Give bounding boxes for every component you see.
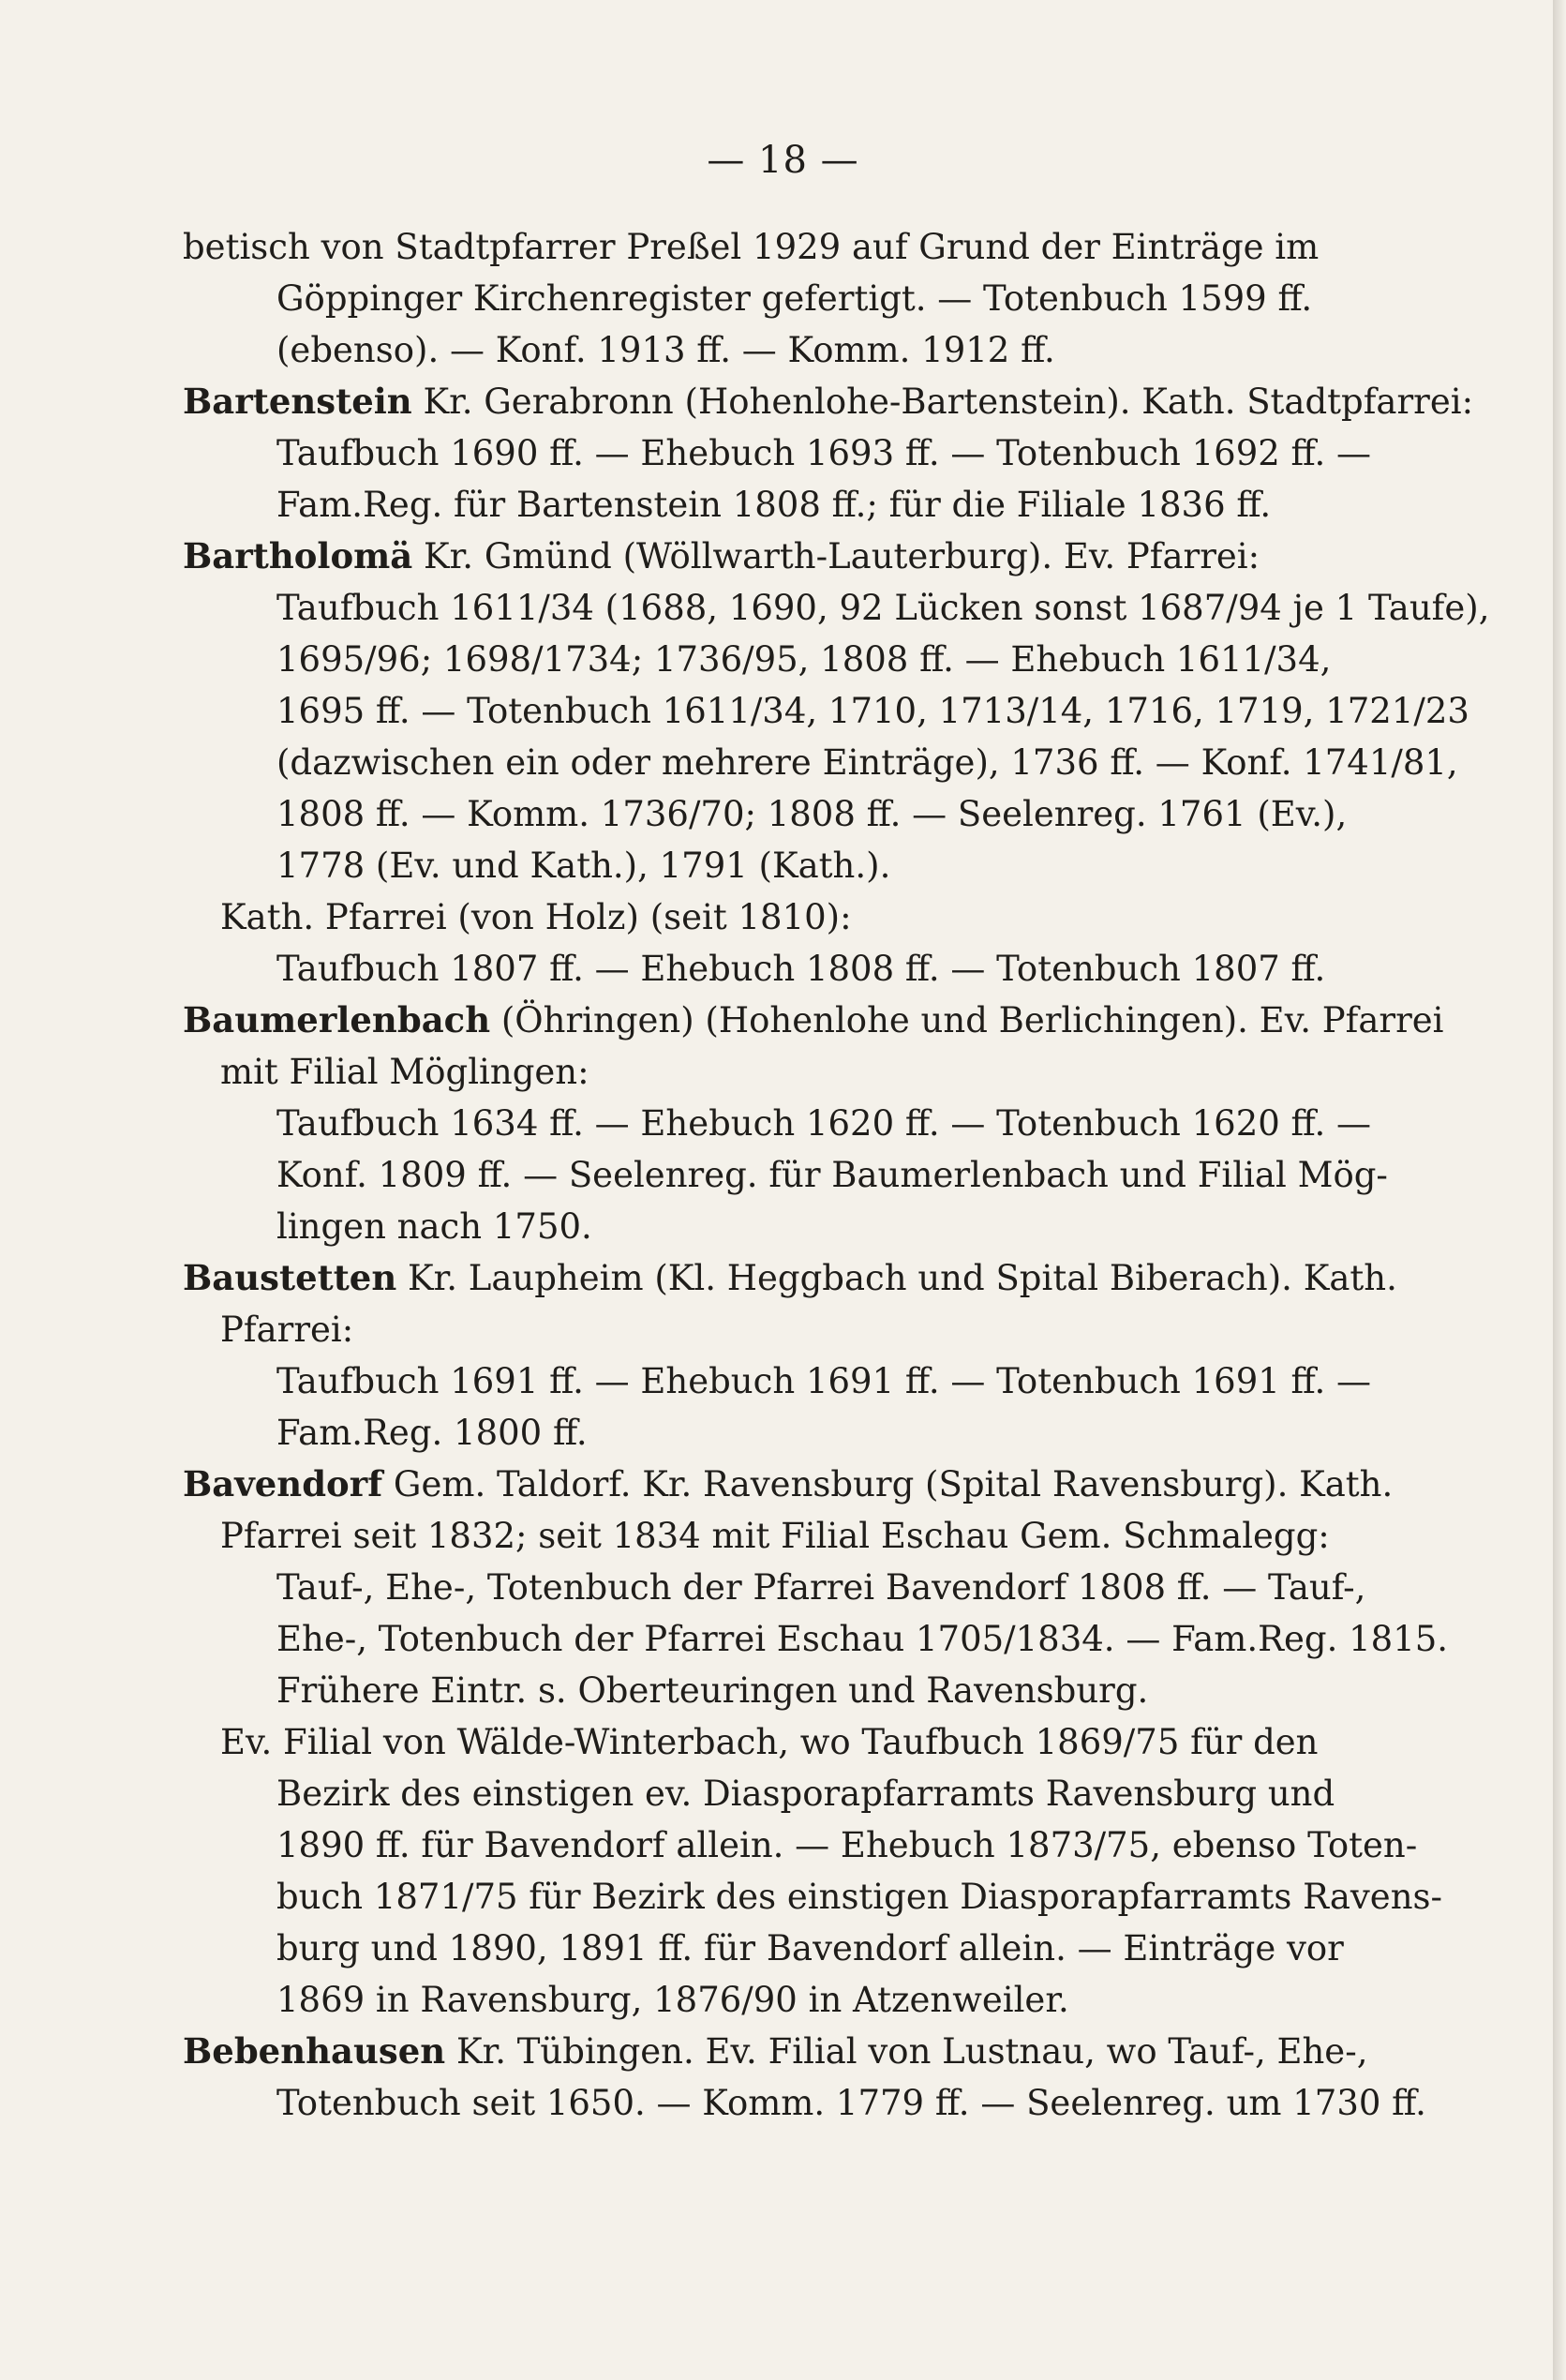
text-line: Taufbuch 1634 ff. — Ehebuch 1620 ff. — Totenbuch 1620 ff. — (276, 1103, 1372, 1144)
entry-baumerlenbach (183, 995, 1444, 1252)
text-line: 1808 ff. — Komm. 1736/70; 1808 ff. — Seelenreg. 1761 (Ev.), (276, 794, 1348, 834)
place-name: Bartholomä (183, 535, 413, 576)
place-name: Bartenstein (183, 381, 412, 422)
page-edge-shadow (1553, 0, 1566, 2380)
text-line: burg und 1890, 1891 ff. für Bavendorf allein. — Einträge vor (276, 1928, 1344, 1968)
text-line: Totenbuch seit 1650. — Komm. 1779 ff. — Seelenreg. um 1730 ff. (276, 2083, 1426, 2123)
text-line: Gem. Taldorf. Kr. Ravensburg (Spital Ravensburg). Kath. (382, 1464, 1394, 1504)
entry-headline (183, 376, 1474, 427)
text-line: lingen nach 1750. (276, 1206, 592, 1247)
text-line: Kath. Pfarrei (von Holz) (seit 1810): (220, 897, 852, 937)
text-line: betisch von Stadtpfarrer Preßel 1929 auf Grund der Einträge im (183, 227, 1320, 267)
entry-continuation (183, 221, 1420, 376)
text-line: Ev. Filial von Wälde-Winterbach, wo Taufbuch 1869/75 für den (220, 1722, 1319, 1762)
text-line: Pfarrei: (220, 1310, 354, 1350)
entry-headline (183, 995, 1444, 1046)
text-line: Tauf-, Ehe-, Totenbuch der Pfarrei Bavendorf 1808 ff. — Tauf-, (276, 1567, 1366, 1608)
text-line: 1869 in Ravensburg, 1876/90 in Atzenweiler. (276, 1980, 1069, 2020)
text-line: (dazwischen ein oder mehrere Einträge), 1736 ff. — Konf. 1741/81, (276, 742, 1458, 783)
text-line: Göppinger Kirchenregister gefertigt. — Totenbuch 1599 ff. (276, 278, 1313, 319)
entry-headline (183, 2026, 1420, 2077)
entry-bavendorf (183, 1459, 1449, 2026)
text-line: Taufbuch 1807 ff. — Ehebuch 1808 ff. — Totenbuch 1807 ff. (276, 949, 1326, 989)
entry-bebenhausen (183, 2026, 1426, 2129)
place-name: Bavendorf (183, 1463, 383, 1504)
text-line: 1695 ff. — Totenbuch 1611/34, 1710, 1713/14, 1716, 1719, 1721/23 (276, 691, 1469, 731)
page-number: — 18 — (707, 139, 859, 182)
entry-headline (183, 1459, 1420, 1510)
text-line: Pfarrei seit 1832; seit 1834 mit Filial Eschau Gem. Schmalegg: (220, 1516, 1330, 1556)
entry-headline (183, 531, 1420, 582)
text-line: Konf. 1809 ff. — Seelenreg. für Baumerlenbach und Filial Mög- (276, 1155, 1388, 1195)
text-line: 1695/96; 1698/1734; 1736/95, 1808 ff. — Ehebuch 1611/34, (276, 639, 1332, 680)
text-line: (ebenso). — Konf. 1913 ff. — Komm. 1912 ff. (276, 330, 1055, 370)
entry-bartenstein (183, 376, 1474, 531)
text-line: Ehe-, Totenbuch der Pfarrei Eschau 1705/1834. — Fam.Reg. 1815. (276, 1619, 1449, 1659)
text-line: Frühere Eintr. s. Oberteuringen und Ravensburg. (276, 1670, 1149, 1711)
entry-bartholomae (183, 531, 1490, 995)
text-line: Taufbuch 1690 ff. — Ehebuch 1693 ff. — Totenbuch 1692 ff. — (276, 433, 1372, 473)
text-line: (Öhringen) (Hohenlohe und Berlichingen). Ev. Pfarrei (490, 1000, 1444, 1040)
entry-headline (183, 1252, 1420, 1304)
text-line: Kr. Laupheim (Kl. Heggbach und Spital Biberach). Kath. (396, 1258, 1397, 1298)
text-line: Kr. Tübingen. Ev. Filial von Lustnau, wo Tauf-, Ehe-, (445, 2031, 1368, 2072)
place-name: Baustetten (183, 1257, 397, 1298)
text-line: Fam.Reg. 1800 ff. (276, 1413, 588, 1453)
text-line: Taufbuch 1691 ff. — Ehebuch 1691 ff. — Totenbuch 1691 ff. — (276, 1361, 1372, 1401)
text-line: Fam.Reg. für Bartenstein 1808 ff.; für die Filiale 1836 ff. (276, 485, 1272, 525)
text-line: mit Filial Möglingen: (220, 1052, 589, 1092)
place-name: Bebenhausen (183, 2030, 446, 2072)
text-line: 1778 (Ev. und Kath.), 1791 (Kath.). (276, 846, 891, 886)
text-line: Kr. Gerabronn (Hohenlohe-Bartenstein). Kath. Stadtpfarrei: (411, 382, 1474, 422)
register-entries (183, 221, 1490, 2129)
text-line: buch 1871/75 für Bezirk des einstigen Diasporapfarramts Ravens- (276, 1877, 1443, 1917)
text-line: Bezirk des einstigen ev. Diasporapfarramts Ravensburg und (276, 1774, 1335, 1814)
text-line: Taufbuch 1611/34 (1688, 1690, 92 Lücken sonst 1687/94 je 1 Taufe), (276, 588, 1490, 628)
text-line: 1890 ff. für Bavendorf allein. — Ehebuch 1873/75, ebenso Toten- (276, 1825, 1418, 1865)
place-name: Baumerlenbach (183, 999, 491, 1040)
entry-baustetten (183, 1252, 1420, 1459)
text-line: Kr. Gmünd (Wöllwarth-Lauterburg). Ev. Pfarrei: (412, 536, 1260, 576)
